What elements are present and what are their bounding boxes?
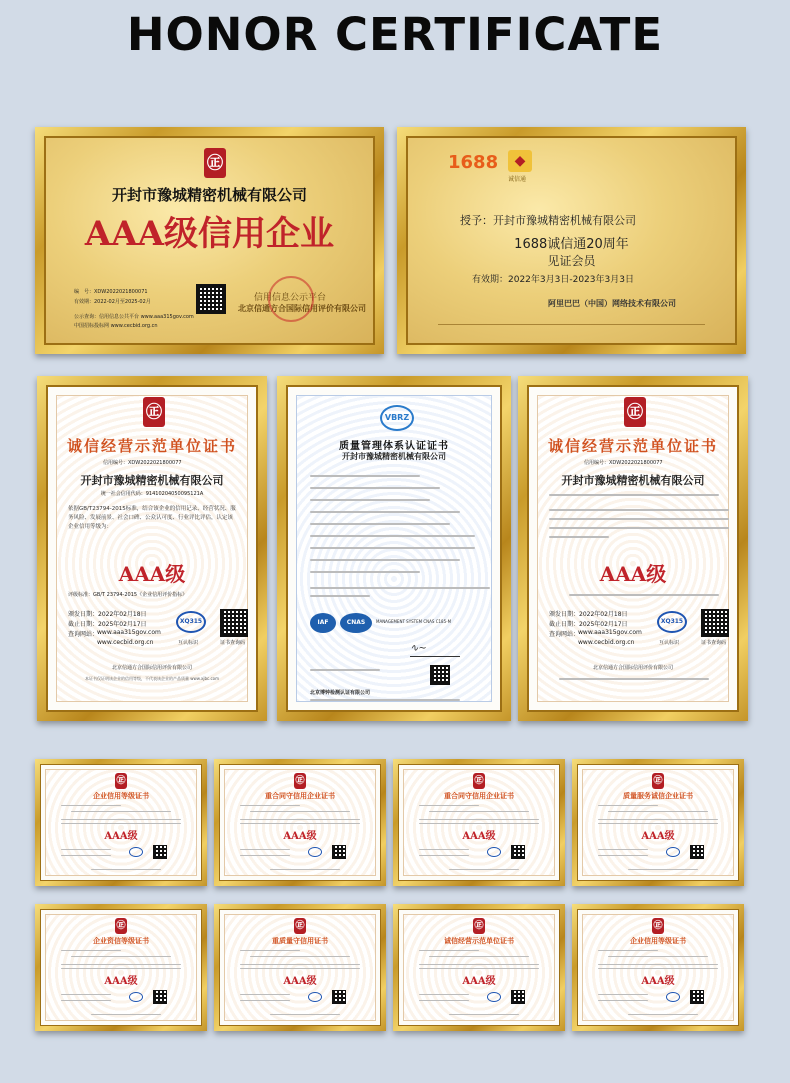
qr-code-icon: [511, 990, 525, 1004]
xq315-badge-icon: [308, 992, 322, 1002]
detail-line: [240, 964, 360, 965]
small-cert-frame: [35, 759, 207, 886]
detail-line: [91, 869, 161, 870]
detail-line: [240, 823, 360, 824]
detail-line: [310, 571, 420, 573]
detail-line: [310, 559, 460, 561]
detail-line: [419, 994, 469, 995]
small-cert-title: 企业资信等级证书: [93, 936, 149, 945]
detail-line: [91, 1014, 161, 1015]
small-cert-title: 企业信用等级证书: [630, 936, 686, 945]
detail-line: [270, 1014, 340, 1015]
plaque-company: 开封市豫城精密机械有限公司: [111, 186, 307, 204]
detail-line: [598, 819, 718, 820]
detail-line: [240, 819, 360, 820]
detail-line: [310, 511, 460, 513]
cert-left-issue-date: 颁发日期：2022年02月18日: [68, 611, 147, 618]
dragon-seal-icon: ㊣: [294, 918, 306, 934]
small-cert-frame: [572, 904, 744, 1031]
cert-right-frame: [518, 376, 748, 721]
cert-right-mark2: 证书查询码: [701, 640, 727, 646]
detail-line: [598, 823, 718, 824]
small-cert-title: 诚信经营示范单位证书: [444, 936, 514, 945]
signature-icon: ∿∼: [410, 643, 460, 657]
detail-line: [61, 1000, 111, 1001]
detail-line: [61, 950, 121, 951]
detail-line: [419, 823, 539, 824]
detail-line: [429, 811, 529, 812]
detail-line: [419, 964, 539, 965]
xq315-badge-icon: [487, 847, 501, 857]
small-cert-grade: AAA级: [104, 831, 138, 842]
logo-1688: 1688: [448, 152, 499, 173]
cert-middle-frame: [277, 376, 511, 721]
small-cert-frame: [214, 759, 386, 886]
detail-line: [449, 869, 519, 870]
cert-left-site1: www.aaa315gov.com: [97, 629, 161, 636]
detail-line: [419, 819, 539, 820]
detail-line: [419, 805, 479, 806]
xq315-badge-icon: [666, 992, 680, 1002]
cert-left-footer: 本证书仅证明该企业的信用等级，不代表该企业的产品质量 www.xjbc.com: [84, 676, 220, 681]
chengxintong-logo-icon: ◆: [508, 150, 532, 172]
detail-line: [61, 968, 181, 969]
qr-code-icon: [430, 665, 450, 685]
xq315-badge-icon: XQ315: [657, 611, 687, 633]
small-cert-title: 重合同守信用企业证书: [265, 791, 335, 800]
qr-code-icon: [701, 609, 729, 637]
detail-line: [549, 509, 729, 511]
detail-line: [429, 956, 529, 957]
cert-right-issue-date: 颁发日期：2022年02月18日: [549, 611, 628, 618]
small-cert: [40, 909, 202, 1026]
cert-left-body: 依据GB/T23794-2015标准，结合该企业的信用记录、经营状况、服务风险、发展前景、社会口碑、公众认可度、行业评比评估，认定该企业信用等级为：: [68, 506, 236, 530]
plaque-code: 编 号：XDW2022021800071: [74, 289, 148, 295]
small-cert: [398, 909, 560, 1026]
cnas-mark-icon: CNAS: [340, 613, 372, 633]
dragon-seal-icon: ㊣: [624, 397, 646, 427]
cert-right-grade: AAA级: [599, 562, 667, 586]
cert-right-expiry-date: 截止日期：2025年02月17日: [549, 621, 628, 628]
detail-line: [310, 475, 420, 477]
qr-code-icon: [196, 284, 226, 314]
detail-line: [310, 595, 370, 597]
cert-left-standard: 评级标准：GB/T 23794-2015《企业信用评价指标》: [68, 592, 188, 598]
detail-line: [310, 487, 440, 489]
detail-line: [598, 849, 648, 850]
detail-line: [549, 527, 729, 529]
plaque-inquiry2: 中国招标投标网 www.cecbid.org.cn: [74, 323, 158, 329]
plaque-aaa-credit-frame: [35, 127, 384, 354]
qr-code-icon: [690, 845, 704, 859]
detail-line: [419, 855, 469, 856]
detail-line: [598, 968, 718, 969]
detail-line: [71, 811, 171, 812]
plaque-issuer2: 北京信通方合国际信用评价有限公司: [238, 303, 366, 313]
dragon-seal-icon: ㊣: [473, 918, 485, 934]
small-cert-title: 质量服务诚信企业证书: [623, 791, 693, 800]
detail-line: [598, 855, 648, 856]
xq315-badge-icon: [129, 847, 143, 857]
small-cert-grade: AAA级: [641, 976, 675, 987]
detail-line: [71, 956, 171, 957]
detail-line: [310, 499, 430, 501]
detail-line: [598, 950, 658, 951]
detail-line: [61, 805, 121, 806]
cert-left-frame: [37, 376, 267, 721]
dragon-seal-icon: ㊣: [204, 148, 226, 178]
qr-code-icon: [153, 990, 167, 1004]
detail-line: [608, 811, 708, 812]
detail-line: [61, 994, 111, 995]
small-cert-frame: [572, 759, 744, 886]
plaque-1688: [406, 136, 737, 345]
detail-line: [449, 1014, 519, 1015]
detail-line: [549, 518, 729, 520]
small-cert: [40, 764, 202, 881]
dragon-seal-icon: ㊣: [143, 397, 165, 427]
detail-line: [608, 956, 708, 957]
xq315-badge-icon: [666, 847, 680, 857]
xq315-badge-icon: [308, 847, 322, 857]
detail-line: [61, 849, 111, 850]
small-cert-frame: [35, 904, 207, 1031]
dragon-seal-icon: ㊣: [294, 773, 306, 789]
dragon-seal-icon: ㊣: [115, 773, 127, 789]
cert-left-site2: www.cecbid.org.cn: [97, 639, 154, 646]
small-cert-grade: AAA级: [641, 831, 675, 842]
dragon-seal-icon: ㊣: [652, 918, 664, 934]
plaque2-line1: 1688诚信通20周年: [514, 237, 629, 252]
xq315-badge-icon: [129, 992, 143, 1002]
detail-line: [310, 547, 475, 549]
official-stamp-icon: [268, 276, 314, 322]
plaque2-grant: 授予：开封市豫城精密机械有限公司: [460, 214, 636, 227]
detail-line: [310, 523, 450, 525]
detail-line: [310, 699, 460, 701]
cert-left-mark1: 互认标识: [178, 640, 199, 646]
cert-left-expiry-date: 截止日期：2025年02月17日: [68, 621, 147, 628]
cert-middle-issuer: 北京博钟检测认证有限公司: [310, 690, 371, 696]
cert-right-company: 开封市豫城精密机械有限公司: [561, 474, 705, 487]
plaque-aaa-credit: [44, 136, 375, 345]
cert-right-site1: www.aaa315gov.com: [578, 629, 642, 636]
detail-line: [549, 536, 609, 538]
small-cert: [398, 764, 560, 881]
detail-line: [569, 594, 719, 596]
plaque2-line2: 见证会员: [547, 254, 596, 268]
detail-line: [310, 535, 475, 537]
plaque2-issuer: 阿里巴巴（中国）网络技术有限公司: [548, 298, 676, 308]
small-cert-title: 企业信用等级证书: [93, 791, 149, 800]
plaque-honor: AAA级信用企业: [84, 214, 335, 254]
plaque-validity: 有效期：2022-02月至2025-02月: [74, 299, 151, 305]
qr-code-icon: [153, 845, 167, 859]
cert-left-grade: AAA级: [118, 562, 186, 586]
detail-line: [61, 823, 181, 824]
detail-line: [419, 950, 479, 951]
detail-line: [240, 968, 360, 969]
detail-line: [240, 805, 300, 806]
xq315-badge-icon: XQ315: [176, 611, 206, 633]
plaque-1688-frame: [397, 127, 746, 354]
small-cert: [577, 909, 739, 1026]
detail-line: [598, 964, 718, 965]
detail-line: [240, 950, 300, 951]
dragon-seal-icon: ㊣: [652, 773, 664, 789]
cert-left-company: 开封市豫城精密机械有限公司: [80, 474, 224, 487]
cert-left-code: 信用编号：XDW2022021800077: [103, 460, 182, 466]
detail-line: [240, 994, 290, 995]
detail-line: [549, 494, 719, 496]
qr-code-icon: [220, 609, 248, 637]
small-cert: [577, 764, 739, 881]
small-cert-grade: AAA级: [462, 831, 496, 842]
cert-middle-title: 质量管理体系认证证书: [339, 441, 449, 452]
cert-right-title: 诚信经营示范单位证书: [547, 437, 718, 455]
cert-left-issuer: 北京信通方合国际信用评价有限公司: [111, 665, 192, 671]
small-cert-grade: AAA级: [283, 976, 317, 987]
detail-line: [559, 678, 709, 680]
detail-line: [310, 669, 380, 671]
cert-right-query: 查询网站：: [549, 631, 580, 638]
detail-line: [628, 869, 698, 870]
detail-line: [61, 855, 111, 856]
qr-code-icon: [332, 990, 346, 1004]
detail-line: [61, 819, 181, 820]
dragon-seal-icon: ㊣: [115, 918, 127, 934]
xq315-badge-icon: [487, 992, 501, 1002]
small-cert-grade: AAA级: [283, 831, 317, 842]
small-cert: [219, 764, 381, 881]
small-cert-grade: AAA级: [462, 976, 496, 987]
cert-right-mark1: 互认标识: [659, 640, 680, 646]
detail-line: [240, 855, 290, 856]
cert-right-code: 信用编号：XDW2022021800077: [584, 460, 663, 466]
detail-line: [250, 956, 350, 957]
small-cert-frame: [393, 759, 565, 886]
cert-middle-company: 开封市豫城精密机械有限公司: [342, 451, 446, 461]
small-cert: [219, 909, 381, 1026]
qr-code-icon: [511, 845, 525, 859]
detail-line: [240, 849, 290, 850]
detail-line: [598, 994, 648, 995]
small-cert-frame: [393, 904, 565, 1031]
detail-line: [598, 1000, 648, 1001]
plaque2-footer-line: [438, 324, 705, 325]
plaque2-validity: 有效期：2022年3月3日-2023年3月3日: [472, 275, 634, 285]
detail-line: [419, 1000, 469, 1001]
cert-right-issuer: 北京信通方合国际信用评价有限公司: [592, 665, 673, 671]
small-cert-grade: AAA级: [104, 976, 138, 987]
cert-left-query: 查询网站：: [68, 631, 99, 638]
detail-line: [310, 587, 490, 589]
cert-middle: [286, 385, 502, 712]
plaque-issuer: 信用信息公示平台: [254, 293, 327, 303]
logo-chengxintong: 诚信通: [508, 176, 527, 183]
cert-right-site2: www.cecbid.org.cn: [578, 639, 635, 646]
cert-right: [527, 385, 739, 712]
cert-left-title: 诚信经营示范单位证书: [66, 437, 237, 455]
detail-line: [419, 968, 539, 969]
detail-line: [270, 869, 340, 870]
detail-line: [240, 1000, 290, 1001]
page-title: HONOR CERTIFICATE: [126, 8, 664, 61]
detail-line: [598, 805, 658, 806]
cert-left-credit-code: 统一社会信用代码：91410204050095121A: [100, 491, 204, 497]
detail-line: [419, 849, 469, 850]
small-cert-frame: [214, 904, 386, 1031]
detail-line: [250, 811, 350, 812]
plaque-inquiry: 公示查询：信用信息公共平台 www.aaa315gov.com: [74, 314, 194, 320]
vbrz-logo-icon: VBRZ: [380, 405, 414, 431]
cert-middle-cnas-text: MANAGEMENT SYSTEM CNAS C185-M: [376, 619, 452, 624]
detail-line: [61, 964, 181, 965]
qr-code-icon: [332, 845, 346, 859]
small-cert-title: 重质量守信用证书: [272, 936, 328, 945]
detail-line: [628, 1014, 698, 1015]
small-cert-title: 重合同守信用企业证书: [444, 791, 514, 800]
iaf-mark-icon: IAF: [310, 613, 336, 633]
cert-left: [46, 385, 258, 712]
dragon-seal-icon: ㊣: [473, 773, 485, 789]
cert-left-mark2: 证书查询码: [220, 640, 246, 646]
qr-code-icon: [690, 990, 704, 1004]
